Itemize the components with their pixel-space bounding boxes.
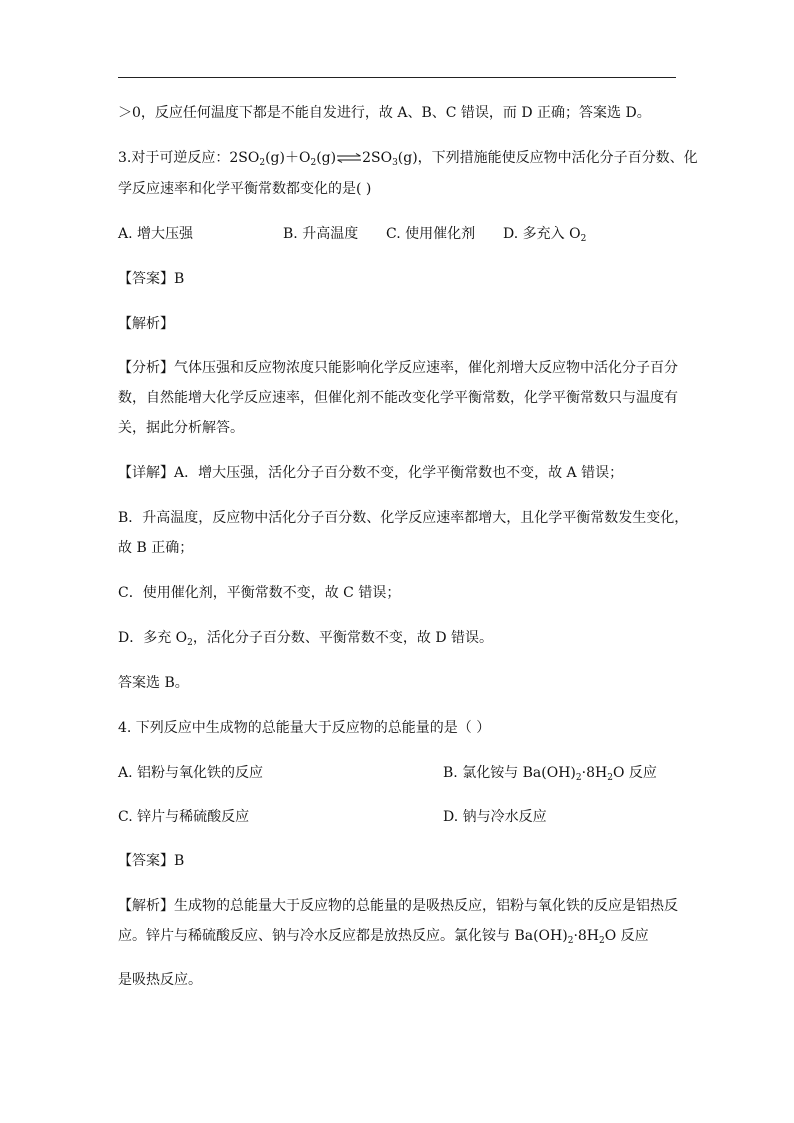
q4-option-c: C. 锌片与稀硫酸反应	[118, 809, 250, 825]
q3-option-d-sub: 2	[580, 234, 587, 244]
q3-option-a: A. 增大压强	[118, 226, 194, 242]
q3-fenxi-line2: 数，自然能增大化学反应速率，但催化剂不能改变化学平衡常数，化学平衡常数只与温度有	[118, 390, 678, 406]
q3-text: (g)＋O	[265, 150, 311, 166]
q3-detail-d-text: ，活化分子百分数、平衡常数不变，故 D 错误。	[192, 630, 494, 646]
q4-analysis-line2	[118, 926, 649, 946]
q3-sub: 2	[310, 158, 317, 168]
question-4-stem: 4. 下列反应中生成物的总能量大于反应物的总能量的是（ ）	[118, 720, 491, 736]
q4-analysis-text: 应。锌片与稀硫酸反应、钠与冷水反应都是放热反应。氯化铵与 Ba(OH)	[118, 928, 568, 944]
q3-fenxi-line1: 【分析】气体压强和反应物浓度只能影响化学反应速率，催化剂增大反应物中活化分子百分	[118, 360, 678, 376]
q4-analysis-sub: 2	[567, 936, 574, 946]
reversible-arrow-icon	[336, 153, 362, 163]
q3-text: (g)	[316, 150, 337, 166]
q3-detail-a: 【详解】A．增大压强，活化分子百分数不变，化学平衡常数也不变，故 A 错误；	[118, 465, 624, 481]
q3-sub: 3	[392, 158, 398, 168]
q3-option-b: B. 升高温度	[283, 226, 359, 242]
q3-text: 3.对于可逆反应：2SO	[118, 150, 260, 166]
q4-option-b-sub: 2	[575, 773, 582, 783]
q3-final-answer: 答案选 B。	[118, 675, 189, 691]
q4-analysis-line1: 【解析】生成物的总能量大于反应物的总能量的是吸热反应，铝粉与氧化铁的反应是铝热反	[118, 898, 678, 914]
q4-option-b-sub: 2	[607, 773, 613, 783]
q3-text: 2SO	[362, 150, 393, 166]
q3-detail-b-cont: 故 B 正确；	[118, 540, 194, 556]
q3-option-d	[503, 224, 586, 244]
q3-detail-c: C．使用催化剂，平衡常数不变，故 C 错误；	[118, 585, 401, 601]
q4-option-d: D. 钠与冷水反应	[443, 809, 547, 825]
q3-detail-d-text: D．多充 O	[118, 630, 188, 646]
q4-answer: 【答案】B	[118, 853, 185, 869]
q3-option-d-text: D. 多充入 O	[503, 226, 581, 242]
question-3-stem-line2: 学反应速率和化学平衡常数都变化的是( )	[118, 181, 372, 197]
q3-sub: 2	[259, 158, 266, 168]
question-3-stem	[118, 148, 698, 168]
q4-analysis-sub: 2	[599, 936, 605, 946]
header-rule	[118, 77, 676, 78]
q4-option-b-text: B. 氯化铵与 Ba(OH)	[443, 765, 576, 781]
q4-analysis-text: ·8H	[573, 928, 600, 944]
q3-detail-d	[118, 628, 493, 648]
q4-analysis-line3: 是吸热反应。	[118, 972, 202, 988]
q4-option-b	[443, 763, 657, 783]
q4-option-b-text: O 反应	[612, 765, 657, 781]
q3-fenxi-line3: 关，据此分析解答。	[118, 420, 244, 436]
q4-option-a: A. 铝粉与氧化铁的反应	[118, 765, 264, 781]
q4-option-b-text: ·8H	[581, 765, 608, 781]
prev-answer-line: ＞0，反应任何温度下都是不能自发进行，故 A、B、C 错误，而 D 正确；答案选 D。	[118, 105, 651, 121]
q3-detail-b: B．升高温度，反应物中活化分子百分数、化学反应速率都增大，且化学平衡常数发生变化，	[118, 510, 689, 526]
q3-answer: 【答案】B	[118, 271, 185, 287]
q3-analysis-heading: 【解析】	[118, 316, 174, 332]
q3-option-c: C. 使用催化剂	[386, 226, 476, 242]
q3-detail-d-sub: 2	[187, 638, 193, 648]
q3-text: (g)，下列措施能使反应物中活化分子百分数、化	[397, 150, 698, 166]
q4-analysis-text: O 反应	[604, 928, 649, 944]
